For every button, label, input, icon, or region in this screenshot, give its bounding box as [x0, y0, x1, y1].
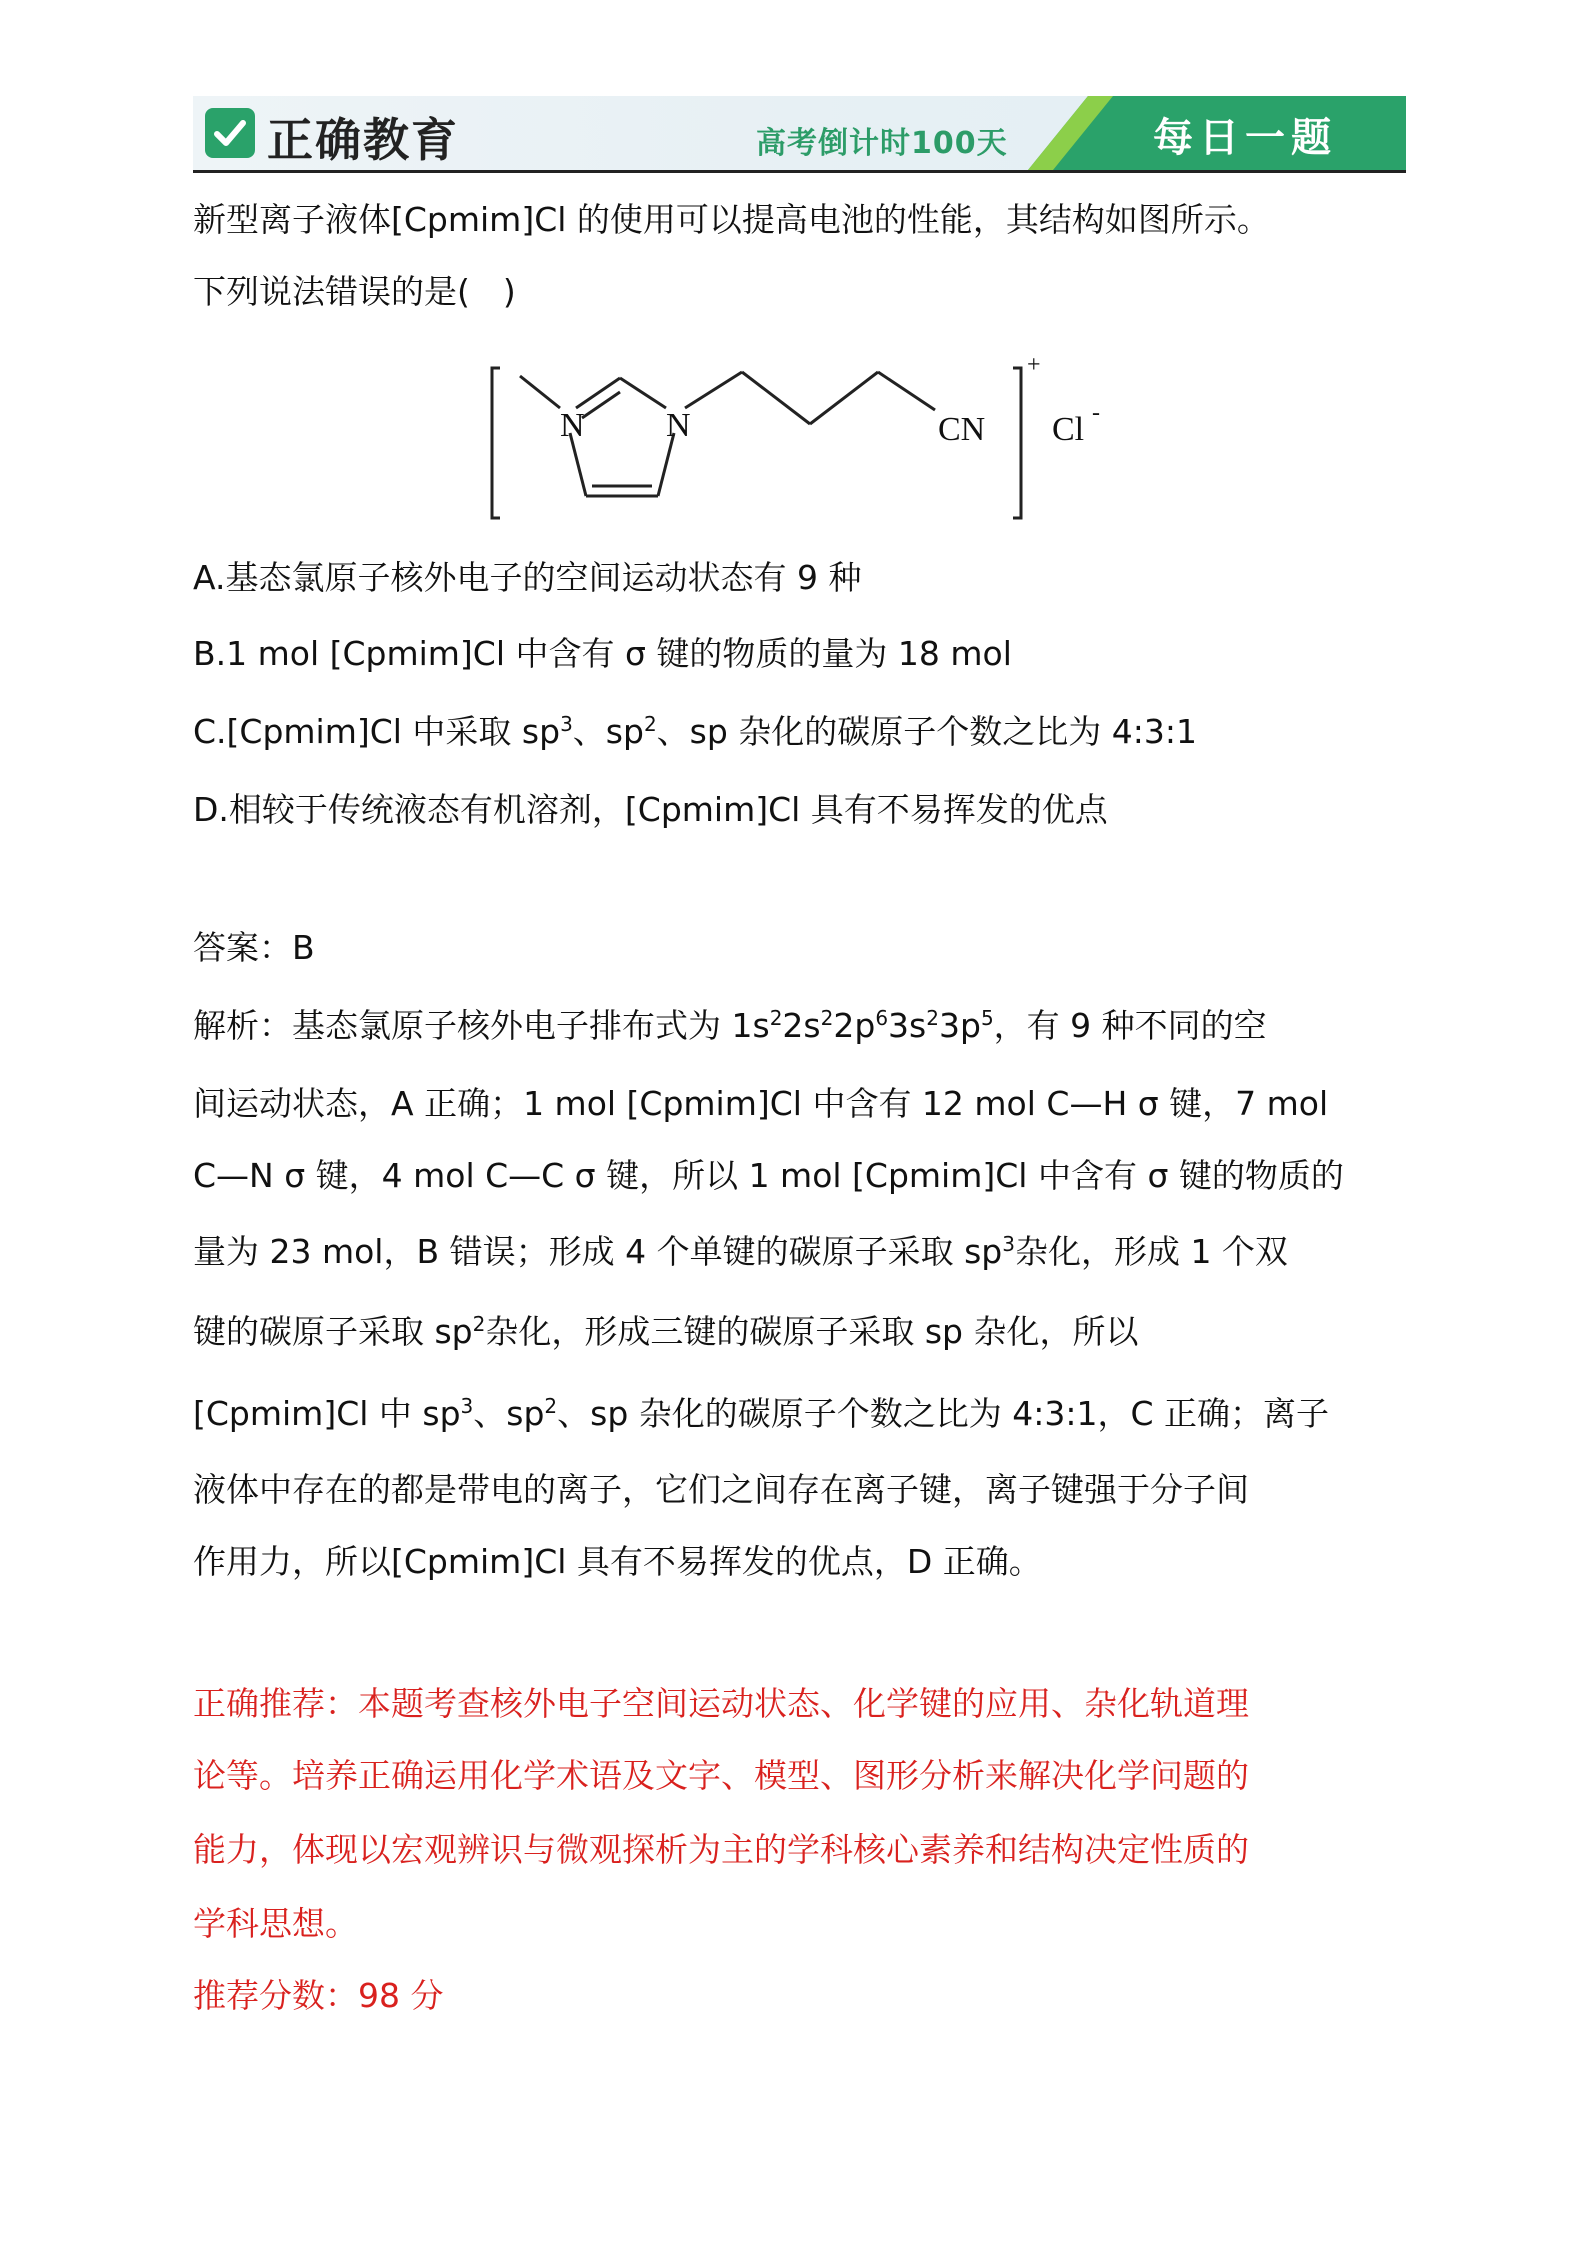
analysis-line-7: 液体中存在的都是带电的离子，它们之间存在离子键，离子键强于分子间	[193, 1470, 1249, 1509]
analysis-line-4: 量为 23 mol，B 错误；形成 4 个单键的碳原子采取 $sp^3$杂化，形成 1 个双	[193, 1232, 1288, 1271]
analysis-line-2: 间运动状态，A 正确；1 mol [Cpmim]Cl 中含有 12 mol C—H σ 键，7 mol	[193, 1084, 1329, 1123]
header-banner	[193, 96, 1406, 174]
option-a: A.基态氯原子核外电子的空间运动状态有 9 种	[193, 558, 862, 597]
analysis-line-5: 键的碳原子采取 $sp^2$杂化，形成三键的碳原子采取 sp 杂化，所以	[193, 1312, 1139, 1351]
brand-name: 正确教育	[267, 113, 459, 167]
cation-charge: +	[1027, 358, 1041, 378]
recommend-line-4: 学科思想。	[193, 1904, 358, 1943]
group-cn: CN	[938, 411, 986, 448]
anion-cl: Cl	[1052, 411, 1085, 448]
anion-charge: -	[1092, 400, 1100, 426]
answer: 答案：B	[193, 928, 315, 967]
recommend-line-2: 论等。培养正确运用化学术语及文字、模型、图形分析来解决化学问题的	[193, 1756, 1249, 1795]
option-c: C.[Cpmim]Cl 中采取 $sp^3$、$sp^2$、sp 杂化的碳原子个数之比为 4:3:1	[193, 712, 1198, 751]
analysis-line-6: [Cpmim]Cl 中 $sp^3$、$sp^2$、sp 杂化的碳原子个数之比为 4:3:1，C 正确；离子	[193, 1394, 1330, 1433]
recommend-line-1: 正确推荐：本题考查核外电子空间运动状态、化学键的应用、杂化轨道理	[193, 1684, 1249, 1723]
question-line-1: 新型离子液体[Cpmim]Cl 的使用可以提高电池的性能，其结构如图所示。	[193, 200, 1270, 239]
option-b: B.1 mol [Cpmim]Cl 中含有 σ 键的物质的量为 18 mol	[193, 634, 1012, 673]
analysis-line-1: 解析：基态氯原子核外电子排布式为 $1s^22s^22p^63s^23p^5$，有 9 种不同的空	[193, 1006, 1267, 1045]
recommend-line-3: 能力，体现以宏观辨识与微观探析为主的学科核心素养和结构决定性质的	[193, 1830, 1249, 1869]
analysis-line-3: C—N σ 键，4 mol C—C σ 键，所以 1 mol [Cpmim]Cl 中含有 σ 键的物质的	[193, 1156, 1344, 1195]
cpmim-structure-diagram	[480, 358, 1120, 528]
analysis-line-8: 作用力，所以[Cpmim]Cl 具有不易挥发的优点，D 正确。	[193, 1542, 1042, 1581]
option-d: D.相较于传统液态有机溶剂，[Cpmim]Cl 具有不易挥发的优点	[193, 790, 1108, 829]
question-line-2: 下列说法错误的是( )	[193, 272, 516, 311]
checkmark-logo-icon	[205, 108, 255, 158]
countdown-text: 高考倒计时100天	[756, 126, 1008, 161]
recommend-score: 推荐分数：98 分	[193, 1976, 444, 2015]
header-divider	[193, 170, 1406, 173]
atom-n2: N	[666, 407, 691, 444]
daily-question-label: 每日一题	[1153, 115, 1337, 161]
atom-n1: N	[560, 407, 585, 444]
